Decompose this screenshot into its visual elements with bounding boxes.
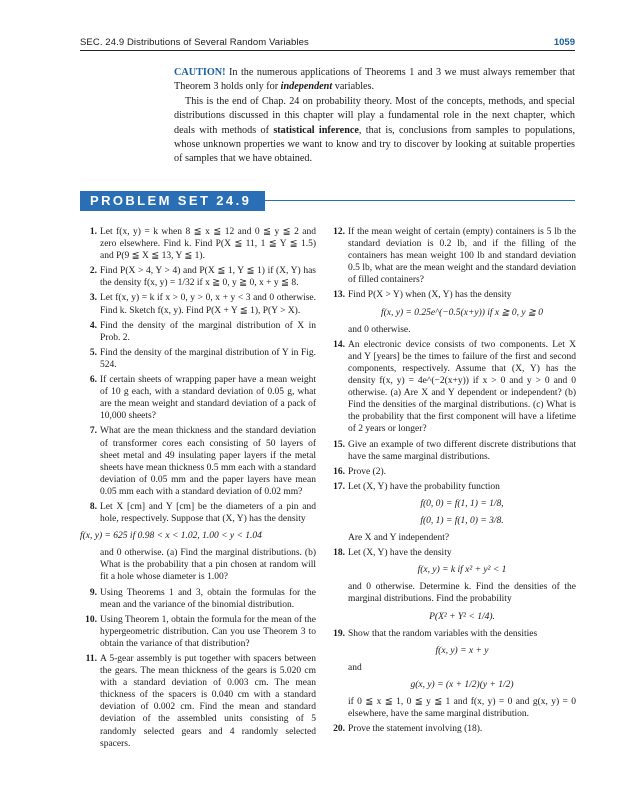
problem-text: Find the density of the marginal distribution of Y in Fig. 524. bbox=[100, 347, 316, 370]
problem-continuation: Are X and Y independent? bbox=[348, 533, 450, 544]
problem-continuation: and 0 otherwise. (a) Find the marginal distributions. (b) What is the probability that a pin chosen at random will fit a hole whose diameter is 1.00? bbox=[100, 548, 316, 583]
problem-number: 2. bbox=[89, 266, 97, 277]
problem-item bbox=[328, 226, 576, 286]
closing-text: This is the end of Chap. 24 on probability theory. Most of the concepts, methods, and special distributions discussed in this chapter will play a fundamental role in the next chapter, which deals with methods of bbox=[174, 95, 575, 136]
problem-text: Give an example of two different discrete distributions that have the same marginal distributions. bbox=[348, 439, 576, 462]
problem-text: Find the density of the marginal distribution of X in Prob. 2. bbox=[100, 320, 316, 343]
problem-formula: f(x, y) = 0.25e^(−0.5(x+y)) if x ≧ 0, y ≧ 0 bbox=[380, 307, 544, 318]
problem-text: Let X [cm] and Y [cm] be the diameters of a pin and hole, respectively. Suppose that (X, Y) has the density bbox=[100, 501, 316, 525]
problem-set-banner bbox=[80, 191, 575, 211]
problem-set-title: PROBLEM SET 24.9 bbox=[90, 193, 252, 208]
problem-text: Let (X, Y) have the density bbox=[348, 548, 452, 559]
problem-text: If certain sheets of wrapping paper have a mean weight of 10 g each, with a standard deviation of 0.05 g, what are the mean weight and standard deviation of a pack of 10,000 sheets? bbox=[100, 375, 316, 422]
problem-item bbox=[80, 425, 316, 498]
problem-text: Prove the statement involving (18). bbox=[348, 724, 483, 735]
closing-emphasis: statistical inference bbox=[273, 124, 359, 136]
problems-left-column bbox=[80, 226, 316, 753]
problem-formula-2: g(x, y) = (x + 1/2)(y + 1/2) bbox=[410, 679, 514, 690]
caution-text-end: variables. bbox=[332, 81, 375, 93]
problem-connector: and bbox=[348, 662, 362, 673]
problem-number: 5. bbox=[89, 347, 97, 358]
caution-label: CAUTION! bbox=[174, 67, 226, 78]
closing-text-end: , that is, conclusions from samples to populations, whose unknown properties we want to know and try to discover by looking at suitable properties of samples that we have obtained. bbox=[174, 124, 576, 165]
problem-item bbox=[80, 614, 316, 650]
problem-formula-3: P(X² + Y² < 1/4). bbox=[429, 611, 495, 622]
problem-text: Using Theorem 1, obtain the formula for the mean of the hypergeometric distribution. Can you use Theorem 3 to obtain the variance of that distribution? bbox=[100, 614, 316, 649]
problem-number: 18. bbox=[333, 548, 345, 559]
problem-number: 19. bbox=[333, 628, 345, 639]
problem-text: An electronic device consists of two components. Let X and Y [years] be the times to failure of the first and second components, respectively. Assume that (X, Y) has the density f(x, y) = 4e^(−2(x+y)) if x > 0 and y > 0 and 0 otherwise. (a) Are X and Y dependent or independent? (b) Find the densities of the marginal distributions. (c) What is the probability that the first component will have a lifetime of 2 years or longer? bbox=[348, 339, 576, 435]
closing-paragraph bbox=[174, 95, 575, 167]
problem-item bbox=[328, 466, 576, 478]
problem-item bbox=[328, 339, 576, 436]
problem-number: 9. bbox=[89, 587, 97, 598]
problem-formula: f(0, 0) = f(1, 1) = 1/8, bbox=[420, 498, 504, 509]
problem-number: 7. bbox=[89, 426, 97, 437]
problem-text: Let (X, Y) have the probability function bbox=[348, 481, 500, 492]
problem-text: Let f(x, y) = k when 8 ≦ x ≦ 12 and 0 ≦ y ≦ 2 and zero elsewhere. Find k. Find P(X ≦ 11, 1 ≦ Y ≦ 1.5) and P(9 ≦ X ≦ 13, Y ≦ 1). bbox=[100, 227, 316, 262]
problem-text: Let f(x, y) = k if x > 0, y > 0, x + y < 3 and 0 otherwise. Find k. Sketch f(x, y). Find P(X + Y ≦ 1), P(Y > X). bbox=[100, 293, 316, 316]
page-number: 1059 bbox=[553, 37, 575, 48]
problem-item bbox=[80, 320, 316, 344]
problem-item bbox=[80, 653, 316, 750]
problem-text: What are the mean thickness and the standard deviation of transformer cores each consisting of 50 layers of sheet metal and 49 insulating paper layers if the metal sheets have mean thickness 0.5 mm each with a standard deviation of 0.05 mm and the paper layers have mean 0.05 mm each with a standard deviation of 0.02 mm? bbox=[100, 426, 316, 497]
caution-paragraph bbox=[174, 66, 575, 95]
problem-text: Find P(X > 4, Y > 4) and P(X ≦ 1, Y ≦ 1) if (X, Y) has the density f(x, y) = 1/32 if x ≧ 0, y ≧ 0, x + y ≦ 8. bbox=[100, 266, 316, 289]
problem-number: 12. bbox=[333, 227, 345, 237]
problem-number: 16. bbox=[333, 466, 345, 477]
problem-item bbox=[328, 439, 576, 463]
problem-text: If the mean weight of certain (empty) containers is 5 lb the standard deviation is 0.2 lb, and if the filling of the containers has mean weight 100 lb and standard deviation 0.5 lb, what are the mean weight and the standard deviation of filled containers? bbox=[348, 227, 576, 286]
problem-number: 6. bbox=[89, 375, 97, 386]
problem-formula: f(x, y) = 625 if 0.98 < x < 1.02, 1.00 < y < 1.04 bbox=[80, 531, 262, 542]
problem-number: 8. bbox=[89, 501, 97, 512]
problem-text: Show that the random variables with the densities bbox=[348, 628, 538, 639]
problem-text: A 5-gear assembly is put together with spacers between the gears. The mean thickness of the gears is 5.020 cm with a standard deviation of 0.003 cm. The mean thickness of the spacers is 0.040 cm with a standard deviation of 0.002 cm. Find the mean and standard deviation of the assembled units consisting of 5 randomly selected gears and 4 randomly selected spacers. bbox=[100, 654, 316, 749]
problem-item bbox=[328, 628, 576, 721]
problem-text: Using Theorems 1 and 3, obtain the formulas for the mean and the variance of the binomial distribution. bbox=[100, 587, 316, 610]
problem-item bbox=[80, 347, 316, 371]
problem-item bbox=[80, 501, 316, 584]
caution-text: In the numerous applications of Theorems 1 and 3 we must always remember that Theorem 3 holds only for bbox=[174, 67, 575, 93]
problem-item bbox=[80, 265, 316, 289]
intro-text bbox=[174, 66, 575, 167]
problem-number: 3. bbox=[89, 293, 97, 304]
problem-number: 11. bbox=[85, 654, 97, 664]
problem-number: 15. bbox=[333, 439, 345, 450]
problem-item bbox=[80, 587, 316, 611]
header-rule bbox=[80, 50, 575, 51]
problem-item bbox=[328, 723, 576, 735]
problem-item bbox=[80, 292, 316, 316]
problem-continuation: and 0 otherwise. bbox=[348, 324, 411, 335]
problem-continuation: if 0 ≦ x ≦ 1, 0 ≦ y ≦ 1 and f(x, y) = 0 and g(x, y) = 0 elsewhere, have the same marginal distribution. bbox=[348, 697, 576, 720]
problem-text: Prove (2). bbox=[348, 466, 386, 477]
problem-number: 1. bbox=[89, 227, 97, 237]
problem-number: 20. bbox=[333, 724, 345, 735]
problem-item bbox=[80, 374, 316, 422]
problem-formula: f(x, y) = k if x² + y² < 1 bbox=[417, 565, 507, 576]
problem-number: 13. bbox=[333, 290, 345, 301]
problems-right-column bbox=[328, 226, 576, 738]
problem-number: 17. bbox=[333, 481, 345, 492]
running-header-section: SEC. 24.9 Distributions of Several Random Variables bbox=[80, 37, 309, 48]
problem-item bbox=[328, 289, 576, 335]
problem-number: 14. bbox=[333, 339, 345, 350]
problem-item bbox=[328, 547, 576, 622]
problem-item bbox=[328, 481, 576, 544]
caution-emphasis: independent bbox=[280, 81, 333, 93]
problem-formula: f(x, y) = x + y bbox=[435, 645, 489, 656]
problem-text: Find P(X > Y) when (X, Y) has the density bbox=[348, 290, 512, 301]
problem-number: 4. bbox=[89, 320, 97, 331]
problem-formula-2: f(0, 1) = f(1, 0) = 3/8. bbox=[420, 515, 504, 526]
problem-continuation: and 0 otherwise. Determine k. Find the densities of the marginal distributions. Find the probability bbox=[348, 582, 576, 605]
problem-item bbox=[80, 226, 316, 262]
problem-number: 10. bbox=[85, 614, 97, 625]
